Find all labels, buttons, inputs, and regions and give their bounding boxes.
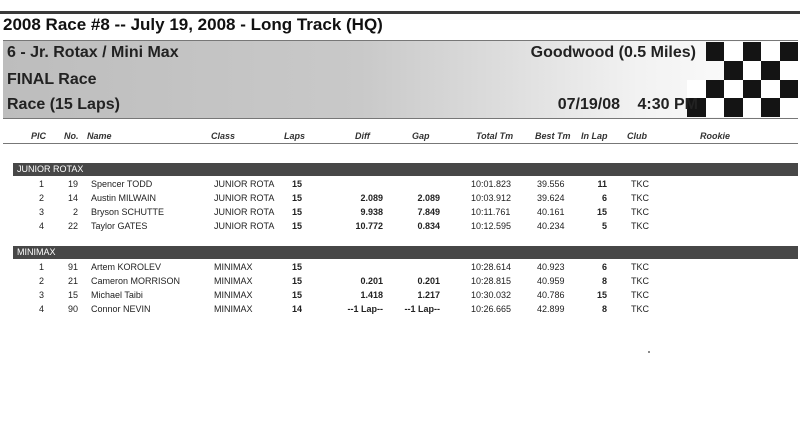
cell-no: 91 bbox=[67, 262, 78, 272]
cell-best: 40.234 bbox=[537, 221, 565, 231]
table-row bbox=[0, 219, 800, 233]
cell-laps: 15 bbox=[292, 179, 303, 189]
cell-inlap: 8 bbox=[601, 304, 607, 314]
cell-gap: 0.201 bbox=[417, 276, 440, 286]
checker-square bbox=[761, 98, 780, 117]
cell-total: 10:12.595 bbox=[471, 221, 512, 231]
race-header-band bbox=[3, 40, 798, 119]
cell-inlap: 6 bbox=[601, 193, 607, 203]
cell-total: 10:01.823 bbox=[471, 179, 512, 189]
cell-laps: 15 bbox=[292, 207, 303, 217]
cell-class: MINIMAX bbox=[214, 304, 253, 314]
cell-pic: 4 bbox=[38, 304, 44, 314]
checkered-flag-icon bbox=[687, 42, 798, 117]
checker-square bbox=[743, 98, 762, 117]
cell-class: MINIMAX bbox=[214, 276, 253, 286]
table-row bbox=[0, 288, 800, 302]
cell-name: Cameron MORRISON bbox=[91, 276, 181, 286]
checker-square bbox=[780, 61, 799, 80]
cell-no: 90 bbox=[67, 304, 78, 314]
cell-inlap: 8 bbox=[601, 276, 607, 286]
cell-pic: 3 bbox=[38, 207, 44, 217]
scan-speck bbox=[648, 351, 650, 353]
col-head-laps: Laps bbox=[284, 131, 306, 141]
checker-square bbox=[706, 61, 725, 80]
cell-name: Spencer TODD bbox=[91, 179, 153, 189]
cell-club: TKC bbox=[631, 304, 649, 314]
cell-club: TKC bbox=[631, 207, 649, 217]
cell-name: Taylor GATES bbox=[91, 221, 148, 231]
cell-gap: 2.089 bbox=[417, 193, 440, 203]
cell-class: MINIMAX bbox=[214, 290, 253, 300]
class-name: 6 - Jr. Rotax / Mini Max bbox=[7, 44, 179, 61]
cell-class: JUNIOR ROTA bbox=[214, 193, 275, 203]
cell-class: JUNIOR ROTA bbox=[214, 221, 275, 231]
cell-gap: --1 Lap-- bbox=[404, 304, 440, 314]
cell-best: 40.161 bbox=[537, 207, 565, 217]
cell-best: 39.624 bbox=[537, 193, 565, 203]
checker-square bbox=[724, 61, 743, 80]
cell-gap: 1.217 bbox=[417, 290, 440, 300]
cell-pic: 2 bbox=[38, 193, 44, 203]
cell-inlap: 11 bbox=[597, 179, 607, 189]
event-title: 2008 Race #8 -- July 19, 2008 - Long Track (HQ) bbox=[3, 15, 383, 34]
checker-square bbox=[761, 80, 780, 99]
col-head-club: Club bbox=[627, 131, 647, 141]
cell-best: 40.959 bbox=[537, 276, 565, 286]
table-row bbox=[0, 260, 800, 274]
cell-total: 10:03.912 bbox=[471, 193, 512, 203]
cell-no: 14 bbox=[67, 193, 78, 203]
cell-best: 40.923 bbox=[537, 262, 565, 272]
cell-name: Connor NEVIN bbox=[91, 304, 151, 314]
section-header: JUNIOR ROTAX bbox=[13, 163, 798, 176]
checker-square bbox=[743, 80, 762, 99]
cell-class: JUNIOR ROTA bbox=[214, 179, 275, 189]
table-row bbox=[0, 302, 800, 316]
cell-diff: 9.938 bbox=[360, 207, 383, 217]
cell-name: Michael Taibi bbox=[91, 290, 143, 300]
checker-square bbox=[761, 61, 780, 80]
table-row bbox=[0, 274, 800, 288]
cell-total: 10:26.665 bbox=[471, 304, 512, 314]
cell-diff: 1.418 bbox=[360, 290, 383, 300]
checker-square bbox=[761, 42, 780, 61]
cell-best: 39.556 bbox=[537, 179, 565, 189]
cell-no: 22 bbox=[67, 221, 78, 231]
cell-class: JUNIOR ROTA bbox=[214, 207, 275, 217]
cell-inlap: 15 bbox=[596, 290, 607, 300]
checker-square bbox=[724, 80, 743, 99]
cell-laps: 15 bbox=[292, 221, 303, 231]
cell-diff: 0.201 bbox=[360, 276, 383, 286]
checker-square bbox=[743, 42, 762, 61]
cell-total: 10:30.032 bbox=[471, 290, 512, 300]
col-head-inlap: In Lap bbox=[581, 131, 608, 141]
checker-square bbox=[724, 42, 743, 61]
cell-inlap: 6 bbox=[601, 262, 607, 272]
checker-square bbox=[724, 98, 743, 117]
race-time: 4:30 PM bbox=[637, 96, 698, 113]
checker-square bbox=[706, 80, 725, 99]
cell-gap: 0.834 bbox=[417, 221, 440, 231]
col-head-no: No. bbox=[64, 131, 79, 141]
cell-best: 42.899 bbox=[537, 304, 565, 314]
cell-diff: --1 Lap-- bbox=[347, 304, 383, 314]
col-head-total: Total Tm bbox=[476, 131, 514, 141]
cell-laps: 14 bbox=[292, 304, 303, 314]
checker-square bbox=[687, 61, 706, 80]
cell-laps: 15 bbox=[292, 276, 303, 286]
cell-no: 21 bbox=[67, 276, 78, 286]
track-name: Goodwood (0.5 Miles) bbox=[530, 44, 696, 61]
table-row bbox=[0, 191, 800, 205]
checker-square bbox=[780, 42, 799, 61]
cell-name: Austin MILWAIN bbox=[91, 193, 157, 203]
col-head-pic: PIC bbox=[31, 131, 47, 141]
cell-diff: 2.089 bbox=[360, 193, 383, 203]
col-head-diff: Diff bbox=[355, 131, 370, 141]
cell-inlap: 15 bbox=[596, 207, 607, 217]
cell-laps: 15 bbox=[292, 262, 303, 272]
cell-no: 19 bbox=[67, 179, 78, 189]
cell-laps: 15 bbox=[292, 290, 303, 300]
cell-pic: 3 bbox=[38, 290, 44, 300]
cell-best: 40.786 bbox=[537, 290, 565, 300]
cell-pic: 1 bbox=[38, 262, 44, 272]
cell-name: Artem KOROLEV bbox=[91, 262, 162, 272]
session-name: FINAL Race bbox=[7, 71, 97, 88]
cell-class: MINIMAX bbox=[214, 262, 253, 272]
col-head-best: Best Tm bbox=[535, 131, 571, 141]
cell-name: Bryson SCHUTTE bbox=[91, 207, 165, 217]
section-header: MINIMAX bbox=[13, 246, 798, 259]
cell-club: TKC bbox=[631, 262, 649, 272]
cell-club: TKC bbox=[631, 221, 649, 231]
cell-total: 10:28.815 bbox=[471, 276, 512, 286]
cell-pic: 1 bbox=[38, 179, 44, 189]
race-date: 07/19/08 bbox=[557, 96, 620, 113]
cell-gap: 7.849 bbox=[417, 207, 440, 217]
cell-no: 2 bbox=[72, 207, 78, 217]
table-row bbox=[0, 177, 800, 191]
cell-club: TKC bbox=[631, 193, 649, 203]
cell-pic: 4 bbox=[38, 221, 44, 231]
col-head-gap: Gap bbox=[412, 131, 430, 141]
table-row bbox=[0, 205, 800, 219]
col-head-rookie: Rookie bbox=[700, 131, 731, 141]
cell-inlap: 5 bbox=[601, 221, 607, 231]
checker-square bbox=[706, 42, 725, 61]
cell-club: TKC bbox=[631, 290, 649, 300]
race-laps: Race (15 Laps) bbox=[7, 96, 120, 113]
col-head-class: Class bbox=[211, 131, 236, 141]
checker-square bbox=[780, 80, 799, 99]
col-head-name: Name bbox=[87, 131, 112, 141]
top-rule bbox=[0, 11, 800, 14]
cell-laps: 15 bbox=[292, 193, 303, 203]
cell-club: TKC bbox=[631, 179, 649, 189]
checker-square bbox=[706, 98, 725, 117]
cell-total: 10:11.761 bbox=[471, 207, 511, 217]
cell-no: 15 bbox=[67, 290, 78, 300]
header-rule bbox=[3, 143, 798, 144]
checker-square bbox=[743, 61, 762, 80]
cell-total: 10:28.614 bbox=[471, 262, 512, 272]
cell-pic: 2 bbox=[38, 276, 44, 286]
cell-diff: 10.772 bbox=[355, 221, 383, 231]
cell-club: TKC bbox=[631, 276, 649, 286]
checker-square bbox=[780, 98, 799, 117]
